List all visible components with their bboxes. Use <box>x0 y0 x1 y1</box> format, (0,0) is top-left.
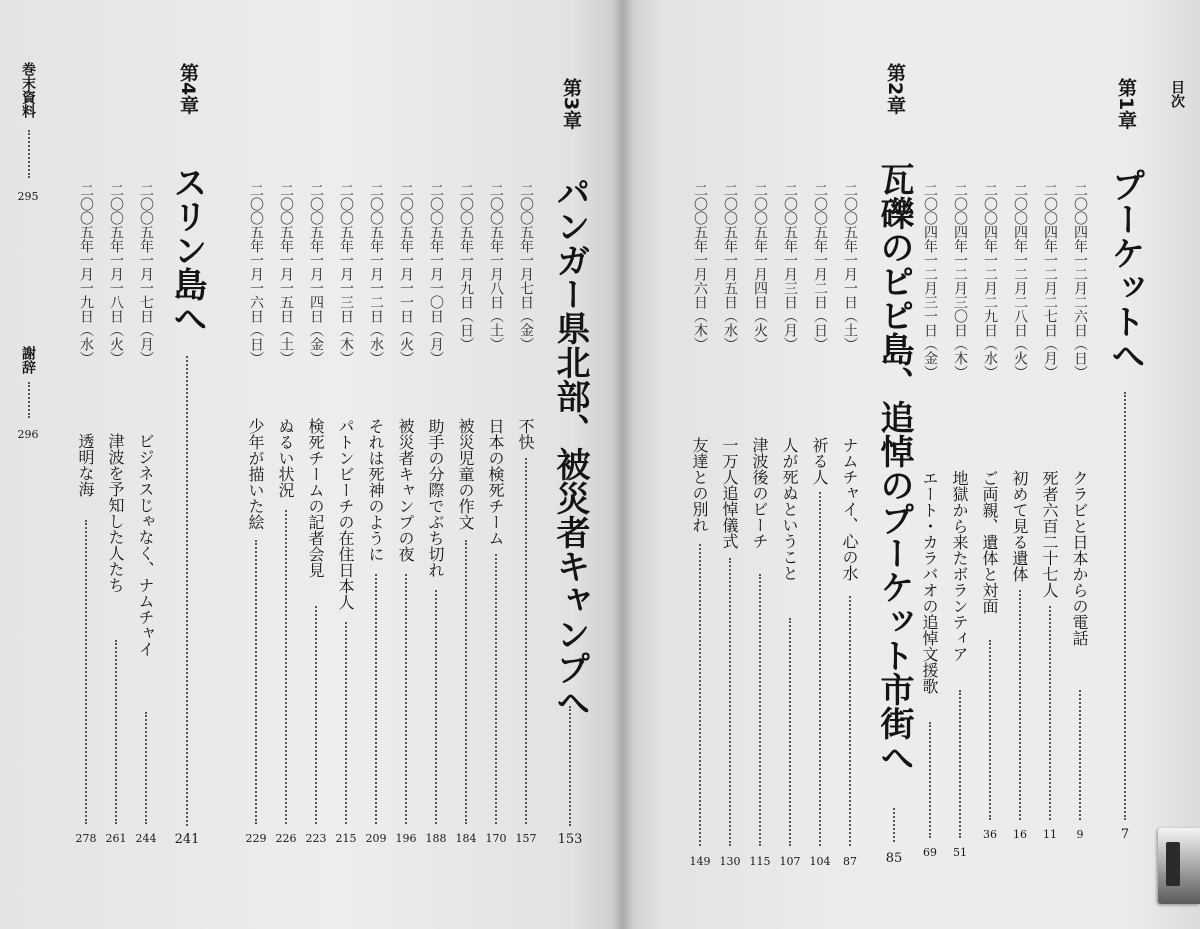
entry-title: クラビと日本からの電話 <box>1070 470 1089 646</box>
appendix-title: 謝辞 <box>20 346 36 374</box>
entry-page: 87 <box>843 855 857 868</box>
entry-date: 二〇〇五年一月三日（月） <box>782 183 798 351</box>
entry-title: 初めて見る遺体 <box>1010 470 1029 582</box>
entry-leader <box>85 520 87 824</box>
entry-page: 215 <box>335 832 357 845</box>
entry-title: エート・カラバオの追悼文援歌 <box>920 470 939 694</box>
entry-page: 36 <box>983 828 997 841</box>
entry-date: 二〇〇五年一月一八日（火） <box>108 183 124 365</box>
entry-leader <box>285 510 287 824</box>
entry-leader <box>495 554 497 824</box>
entry-title: 祈る人 <box>810 437 829 485</box>
entry-page: 223 <box>305 832 327 845</box>
entry-title: ご両親、遺体と対面 <box>980 470 999 614</box>
entry-leader <box>849 596 851 846</box>
entry-date: 二〇〇五年一月一九日（水） <box>78 183 94 365</box>
entry-page: 184 <box>455 832 477 845</box>
entry-title: 友達との別れ <box>690 437 709 533</box>
book-gutter <box>612 0 634 929</box>
entry-page: 69 <box>923 846 937 859</box>
entry-leader <box>929 722 931 838</box>
entry-page: 278 <box>75 832 97 845</box>
entry-page: 115 <box>749 855 771 868</box>
entry-page: 51 <box>953 846 967 859</box>
entry-title: ぬるい状況 <box>276 418 295 498</box>
entry-page: 149 <box>689 855 711 868</box>
entry-title: 被災児童の作文 <box>456 418 475 530</box>
entry-page: 104 <box>809 855 831 868</box>
entry-title: ビジネスじゃなく、ナムチャイ <box>136 433 155 657</box>
entry-page: 261 <box>105 832 127 845</box>
entry-date: 二〇〇五年一月一一日（火） <box>398 183 414 365</box>
entry-leader <box>819 492 821 846</box>
entry-date: 二〇〇四年一二月二七日（月） <box>1042 183 1058 379</box>
entry-page: 209 <box>365 832 387 845</box>
entry-page: 226 <box>275 832 297 845</box>
entry-date: 二〇〇五年一月五日（水） <box>722 183 738 351</box>
entry-date: 二〇〇五年一月七日（金） <box>518 183 534 351</box>
chapter-4-page: 241 <box>174 832 200 847</box>
entry-page: 196 <box>395 832 417 845</box>
entry-leader <box>699 544 701 846</box>
entry-date: 二〇〇五年一月六日（木） <box>692 183 708 351</box>
entry-date: 二〇〇五年一月一四日（金） <box>308 183 324 365</box>
entry-page: 244 <box>135 832 157 845</box>
entry-page: 188 <box>425 832 447 845</box>
entry-title: 不快 <box>516 418 535 450</box>
appendix-page: 295 <box>17 190 39 203</box>
entry-leader <box>115 640 117 824</box>
contents-label: 目次 <box>1169 80 1185 108</box>
binder-clip-slot <box>1166 842 1180 886</box>
entry-page: 11 <box>1043 828 1057 841</box>
entry-page: 229 <box>245 832 267 845</box>
appendix-page: 296 <box>17 428 39 441</box>
chapter-1-title: プーケットへ <box>1105 168 1145 372</box>
entry-title: 検死チームの記者会見 <box>306 418 325 578</box>
entry-date: 二〇〇四年一二月二六日（日） <box>1072 183 1088 379</box>
chapter-2-leader <box>893 808 895 842</box>
appendix-leader <box>28 130 30 178</box>
entry-date: 二〇〇五年一月四日（火） <box>752 183 768 351</box>
entry-title: 少年が描いた絵 <box>246 418 265 530</box>
entry-page: 107 <box>779 855 801 868</box>
chapter-1-page: 7 <box>1120 827 1130 842</box>
entry-leader <box>145 712 147 824</box>
entry-title: 透明な海 <box>76 433 95 497</box>
chapter-4-leader <box>186 356 188 826</box>
entry-title: 助手の分際でぶち切れ <box>426 418 445 578</box>
entry-date: 二〇〇五年一月一三日（木） <box>338 183 354 365</box>
chapter-1-leader <box>1124 392 1126 820</box>
chapter-2-label: 第2章 <box>884 63 906 115</box>
entry-leader <box>405 574 407 824</box>
entry-leader <box>1079 690 1081 820</box>
appendix-title: 巻末資料 <box>20 62 36 118</box>
entry-date: 二〇〇五年一月一六日（日） <box>248 183 264 365</box>
entry-title: 日本の検死チーム <box>486 418 505 546</box>
entry-leader <box>525 458 527 824</box>
chapter-1-label: 第1章 <box>1115 78 1137 130</box>
entry-leader <box>315 606 317 824</box>
entry-date: 二〇〇四年一二月三〇日（木） <box>952 183 968 379</box>
entry-title: 一万人追悼儀式 <box>720 437 739 549</box>
entry-leader <box>759 574 761 846</box>
chapter-2-page: 85 <box>885 851 903 866</box>
entry-leader <box>789 618 791 846</box>
chapter-4-title: スリン島へ <box>167 165 207 335</box>
entry-date: 二〇〇四年一二月三一日（金） <box>922 183 938 379</box>
entry-leader <box>345 622 347 824</box>
entry-page: 9 <box>1076 828 1084 841</box>
entry-page: 16 <box>1013 828 1027 841</box>
entry-title: 地獄から来たボランティア <box>950 470 969 662</box>
entry-leader <box>959 690 961 838</box>
entry-date: 二〇〇五年一月一七日（月） <box>138 183 154 365</box>
entry-leader <box>1049 606 1051 820</box>
chapter-3-leader <box>569 706 571 826</box>
entry-leader <box>375 574 377 824</box>
entry-date: 二〇〇五年一月一〇日（月） <box>428 183 444 365</box>
entry-date: 二〇〇四年一二月二九日（水） <box>982 183 998 379</box>
entry-leader <box>989 640 991 820</box>
entry-leader <box>465 540 467 824</box>
entry-title: 被災者キャンプの夜 <box>396 418 415 562</box>
entry-title: パトンビーチの在住日本人 <box>336 418 355 610</box>
entry-title: 津波後のビーチ <box>750 437 769 549</box>
chapter-3-label: 第3章 <box>560 78 582 130</box>
chapter-4-label: 第4章 <box>177 63 199 115</box>
entry-date: 二〇〇五年一月一日（土） <box>842 183 858 351</box>
entry-leader <box>729 558 731 846</box>
entry-date: 二〇〇五年一月九日（日） <box>458 183 474 351</box>
entry-date: 二〇〇五年一月二日（日） <box>812 183 828 351</box>
entry-page: 130 <box>719 855 741 868</box>
entry-date: 二〇〇五年一月八日（土） <box>488 183 504 351</box>
entry-title: 人が死ぬということ <box>780 437 799 581</box>
entry-date: 二〇〇五年一月一五日（土） <box>278 183 294 365</box>
entry-page: 170 <box>485 832 507 845</box>
entry-date: 二〇〇五年一月一二日（水） <box>368 183 384 365</box>
entry-title: ナムチャイ、心の水 <box>840 437 859 581</box>
entry-date: 二〇〇四年一二月二八日（火） <box>1012 183 1028 379</box>
chapter-3-page: 153 <box>557 832 583 847</box>
entry-title: 津波を予知した人たち <box>106 433 125 593</box>
entry-leader <box>1019 590 1021 820</box>
entry-leader <box>255 540 257 824</box>
chapter-2-title: 瓦礫のピピ島、追悼のプーケット市街へ <box>874 162 914 774</box>
entry-page: 157 <box>515 832 537 845</box>
entry-title: それは死神のように <box>366 418 385 562</box>
entry-title: 死者六百二十七人 <box>1040 470 1059 598</box>
appendix-leader <box>28 382 30 418</box>
entry-leader <box>435 590 437 824</box>
chapter-3-title: パンガー県北部、被災者キャンプへ <box>550 175 590 719</box>
